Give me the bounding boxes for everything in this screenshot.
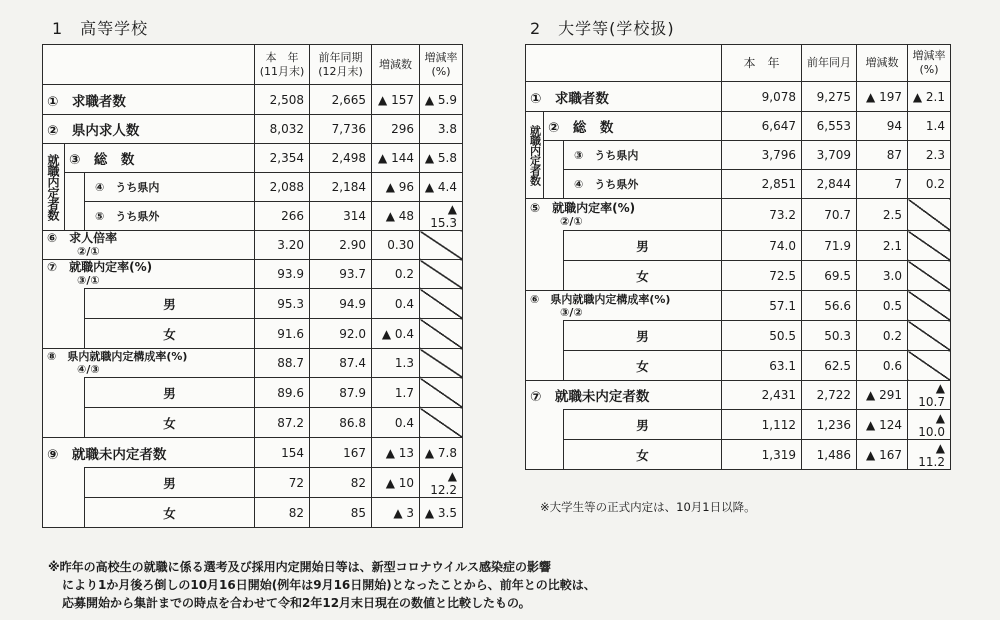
vertical-label: 就職内定者数 [43, 144, 65, 231]
table-row: ⑤ 就職内定率(%) ②/① 73.2 70.7 2.5 [526, 199, 951, 231]
header-corner [526, 45, 722, 82]
diagonal-cell [420, 231, 463, 260]
col-header-zennen: 前年同月 [802, 45, 857, 82]
table-row: ③ うち県内 3,796 3,709 87 2.3 [526, 141, 951, 170]
left-footnote: ※昨年の高校生の就職に係る選考及び採用内定開始日等は、新型コロナウイルス感染症の影響 により1か月後ろ倒しの10月16日開始(例年は9月16日開始)となったことから、前年との比較は、 応募開始から集計までの時点を合わせて令和2年12月末日現在の数値と比較したもの。 [48, 560, 596, 610]
table-row: ⑦ 就職未内定者数 2,431 2,722 ▲ 291 ▲ 10.7 [526, 381, 951, 410]
table-row: 男 50.5 50.3 0.2 [526, 321, 951, 351]
table-row: ④ うち県外 2,851 2,844 7 0.2 [526, 170, 951, 199]
table-row: 女 82 85 ▲ 3 ▲ 3.5 [43, 498, 463, 528]
col-header-ritsu: 増減率 (%) [908, 45, 951, 82]
table-row: 男 95.3 94.9 0.4 [43, 289, 463, 319]
col-header-honnen: 本 年 (11月末) [255, 45, 310, 85]
table-row: ⑧ 県内就職内定構成率(%) ④/③ 88.7 87.4 1.3 [43, 349, 463, 378]
table-row: ① 求職者数 9,078 9,275 ▲ 197 ▲ 2.1 [526, 82, 951, 112]
diagonal-cell [908, 199, 951, 231]
table-row: 就職内定者数 ③ 総 数 2,354 2,498 ▲ 144 ▲ 5.8 [43, 144, 463, 173]
table-row: ⑥ 県内就職内定構成率(%) ③/② 57.1 56.6 0.5 [526, 291, 951, 321]
table-header-row [43, 45, 463, 85]
table-row: 男 1,112 1,236 ▲ 124 ▲ 10.0 [526, 410, 951, 440]
right-section-title: 2 大学等(学校扱) [530, 19, 675, 38]
col-header-zougen: 増減数 [372, 45, 420, 85]
left-section-title: 1 高等学校 [52, 19, 149, 38]
table-row: 男 74.0 71.9 2.1 [526, 231, 951, 261]
table-row: ④ うち県内 2,088 2,184 ▲ 96 ▲ 4.4 [43, 173, 463, 202]
table-row: ⑥ 求人倍率 ②/① 3.20 2.90 0.30 [43, 231, 463, 260]
table-row: ⑦ 就職内定率(%) ③/① 93.9 93.7 0.2 [43, 260, 463, 289]
vertical-label: 就職内定者数 [526, 112, 544, 199]
table-row: ⑨ 就職未内定者数 154 167 ▲ 13 ▲ 7.8 [43, 438, 463, 468]
right-footnote: ※大学生等の正式内定は、10月1日以降。 [540, 500, 756, 514]
col-header-zennen: 前年同期 (12月末) [310, 45, 372, 85]
header-corner [43, 45, 255, 85]
right-table [525, 44, 951, 470]
table-row: ① 求職者数 2,508 2,665 ▲ 157 ▲ 5.9 [43, 85, 463, 115]
table-row: ② 県内求人数 8,032 7,736 296 3.8 [43, 115, 463, 144]
left-table [42, 44, 463, 528]
table-row: 女 91.6 92.0 ▲ 0.4 [43, 319, 463, 349]
table-row: 男 72 82 ▲ 10 ▲ 12.2 [43, 468, 463, 498]
col-header-ritsu: 増減率 (%) [420, 45, 463, 85]
table-header-row [526, 45, 951, 82]
table-row: 女 87.2 86.8 0.4 [43, 408, 463, 438]
table-row: 男 89.6 87.9 1.7 [43, 378, 463, 408]
table-row: 女 63.1 62.5 0.6 [526, 351, 951, 381]
table-row: ⑤ うち県外 266 314 ▲ 48 ▲ 15.3 [43, 202, 463, 231]
table-row: 女 72.5 69.5 3.0 [526, 261, 951, 291]
table-row: 女 1,319 1,486 ▲ 167 ▲ 11.2 [526, 440, 951, 470]
table-row: 就職内定者数 ② 総 数 6,647 6,553 94 1.4 [526, 112, 951, 141]
col-header-zougen: 増減数 [857, 45, 908, 82]
col-header-honnen: 本 年 [722, 45, 802, 82]
